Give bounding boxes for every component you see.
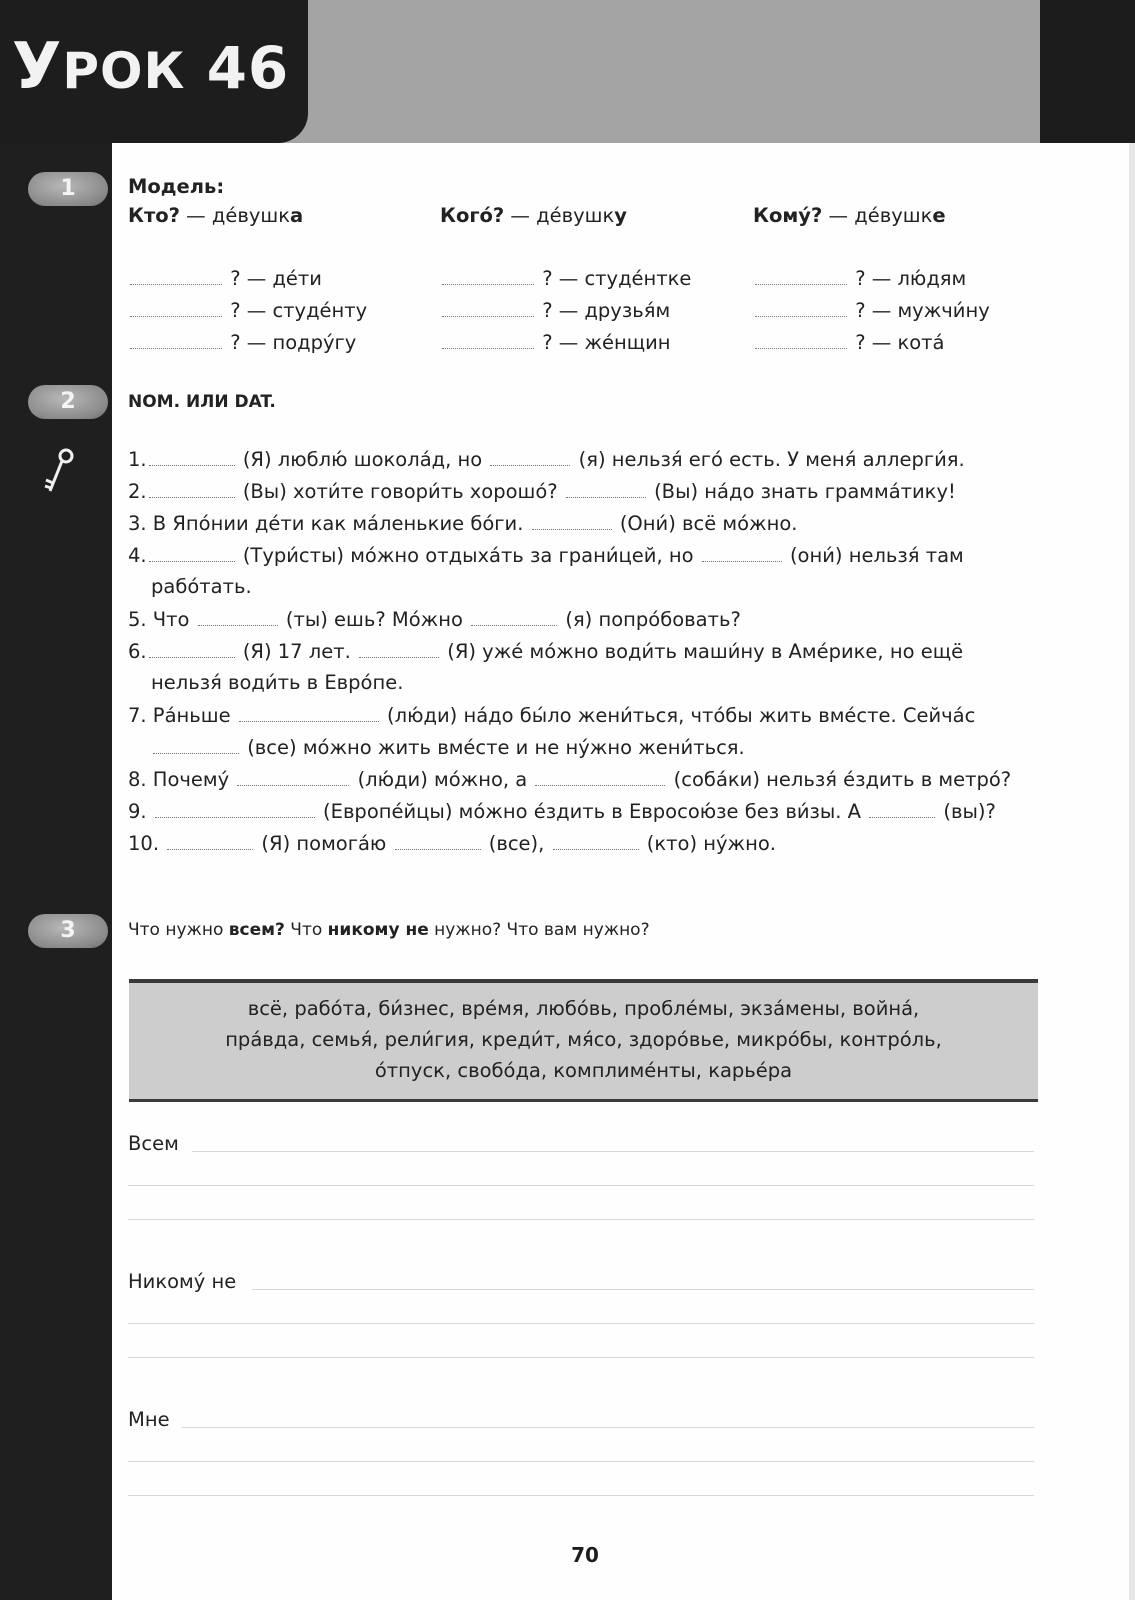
writing-line[interactable] (128, 1185, 1034, 1186)
model-label: Модель: (128, 175, 225, 198)
ex2-line-6: 6. (Я) 17 лет. (Я) уже́ мо́жно води́ть маши́ну в Аме́рике, но ещё (128, 640, 964, 663)
label-mne: Мне (128, 1408, 170, 1431)
ex2-line-7-cont: (все) мо́жно жить вме́сте и не ну́жно жени́ться. (151, 735, 745, 760)
ex1-row: ? — же́нщин (440, 330, 671, 355)
key-icon (40, 446, 80, 496)
writing-line[interactable] (128, 1495, 1034, 1496)
ex1-row: ? — мужчи́ну (753, 298, 990, 323)
ex2-line-8: 8. Почему́ (лю́ди) мо́жно, а (соба́ки) нельзя́ е́здить в метро́? (128, 768, 1012, 791)
answer-blank[interactable] (149, 447, 235, 466)
answer-blank[interactable] (149, 479, 235, 498)
answer-blank[interactable] (755, 298, 847, 317)
label-nikomu-ne: Никому́ не (128, 1270, 237, 1293)
ex2-line-10: 10. (Я) помога́ю (все), (кто) ну́жно. (128, 832, 776, 855)
ex2-line-9: 9. (Европе́йцы) мо́жно е́здить в Евросою́зе без ви́зы. А (вы)? (128, 800, 996, 823)
answer-blank[interactable] (149, 639, 235, 658)
answer-blank[interactable] (553, 831, 639, 850)
label-vsem: Всем (128, 1132, 179, 1155)
exercise-3-badge: 3 (28, 914, 108, 948)
writing-line[interactable] (182, 1427, 1034, 1428)
answer-blank[interactable] (532, 511, 612, 530)
answer-blank[interactable] (755, 266, 847, 285)
answer-blank[interactable] (198, 607, 278, 626)
ex2-line-5: 5. Что (ты) ешь? Мо́жно (я) попро́бовать? (128, 608, 741, 631)
word-bank-line: о́тпуск, свобо́да, комплиме́нты, карье́ра (374, 1059, 793, 1082)
answer-blank[interactable] (167, 831, 253, 850)
ex2-line-3: 3. В Япо́нии де́ти как ма́ленькие бо́ги. (Они́) всё мо́жно. (128, 512, 798, 535)
answer-blank[interactable] (239, 703, 379, 722)
answer-blank[interactable] (471, 607, 557, 626)
left-margin-bar (0, 143, 112, 1600)
page-number: 70 (571, 1543, 599, 1567)
answer-blank[interactable] (442, 330, 534, 349)
ex1-row: ? — лю́дям (753, 266, 966, 291)
ex1-row: ? — студе́нту (128, 298, 367, 323)
answer-blank[interactable] (237, 767, 349, 786)
lesson-header-tab (0, 0, 308, 143)
answer-blank[interactable] (155, 799, 315, 818)
answer-blank[interactable] (153, 735, 239, 754)
model-item-1: Кто? — де́вушка (128, 204, 304, 227)
word-bank (129, 979, 1038, 1102)
ex2-line-7: 7. Ра́ньше (лю́ди) на́до бы́ло жени́ться, что́бы жить вме́сте. Сейча́с (128, 704, 976, 727)
answer-blank[interactable] (130, 266, 222, 285)
writing-line[interactable] (128, 1461, 1034, 1462)
answer-blank[interactable] (359, 639, 439, 658)
ex1-row: ? — друзья́м (440, 298, 670, 323)
answer-blank[interactable] (566, 479, 646, 498)
ex2-line-6-cont: нельзя́ води́ть в Евро́пе. (151, 671, 404, 694)
ex2-line-2: 2. (Вы) хоти́те говори́ть хорошо́? (Вы) на́до знать грамма́тику! (128, 480, 956, 503)
writing-line[interactable] (252, 1289, 1034, 1290)
writing-line[interactable] (128, 1357, 1034, 1358)
model-item-2: Кого́? — де́вушку (440, 204, 627, 227)
answer-blank[interactable] (535, 767, 665, 786)
word-bank-line: всё, рабо́та, би́знес, вре́мя, любо́вь, пробле́мы, экза́мены, война́, (247, 997, 920, 1020)
answer-blank[interactable] (702, 543, 782, 562)
word-bank-line: пра́вда, семья́, рели́гия, креди́т, мя́со, здоро́вье, микро́бы, контро́ль, (225, 1028, 942, 1051)
answer-blank[interactable] (442, 298, 534, 317)
answer-blank[interactable] (149, 543, 235, 562)
writing-line[interactable] (192, 1151, 1034, 1152)
answer-blank[interactable] (130, 330, 222, 349)
writing-line[interactable] (128, 1323, 1034, 1324)
header-corner-block (1040, 0, 1135, 143)
exercise-3-title: Что нужно всем? Что никому не нужно? Что вам нужно? (128, 920, 650, 940)
ex1-row: ? — кота́ (753, 330, 944, 355)
right-edge (1129, 143, 1135, 1600)
ex1-row: ? — де́ти (128, 266, 322, 291)
model-item-3: Кому́? — де́вушке (753, 204, 946, 227)
exercise-2-title: NOM. ИЛИ DAT. (128, 392, 276, 412)
ex2-line-4: 4. (Тури́сты) мо́жно отдыха́ть за грани́цей, но (они́) нельзя́ там (128, 544, 964, 567)
ex2-line-4-cont: рабо́тать. (151, 575, 252, 598)
ex1-row: ? — подру́гу (128, 330, 356, 355)
ex1-row: ? — студе́нтке (440, 266, 691, 291)
writing-line[interactable] (128, 1219, 1034, 1220)
answer-blank[interactable] (395, 831, 481, 850)
answer-blank[interactable] (869, 799, 935, 818)
exercise-2-badge: 2 (28, 385, 108, 419)
lesson-title: УРОК 46 (12, 30, 290, 104)
answer-blank[interactable] (130, 298, 222, 317)
answer-blank[interactable] (490, 447, 570, 466)
exercise-1-badge: 1 (28, 172, 108, 206)
answer-blank[interactable] (755, 330, 847, 349)
ex2-line-1: 1. (Я) люблю́ шокола́д, но (я) нельзя́ его́ есть. У меня́ аллерги́я. (128, 448, 965, 471)
answer-blank[interactable] (442, 266, 534, 285)
